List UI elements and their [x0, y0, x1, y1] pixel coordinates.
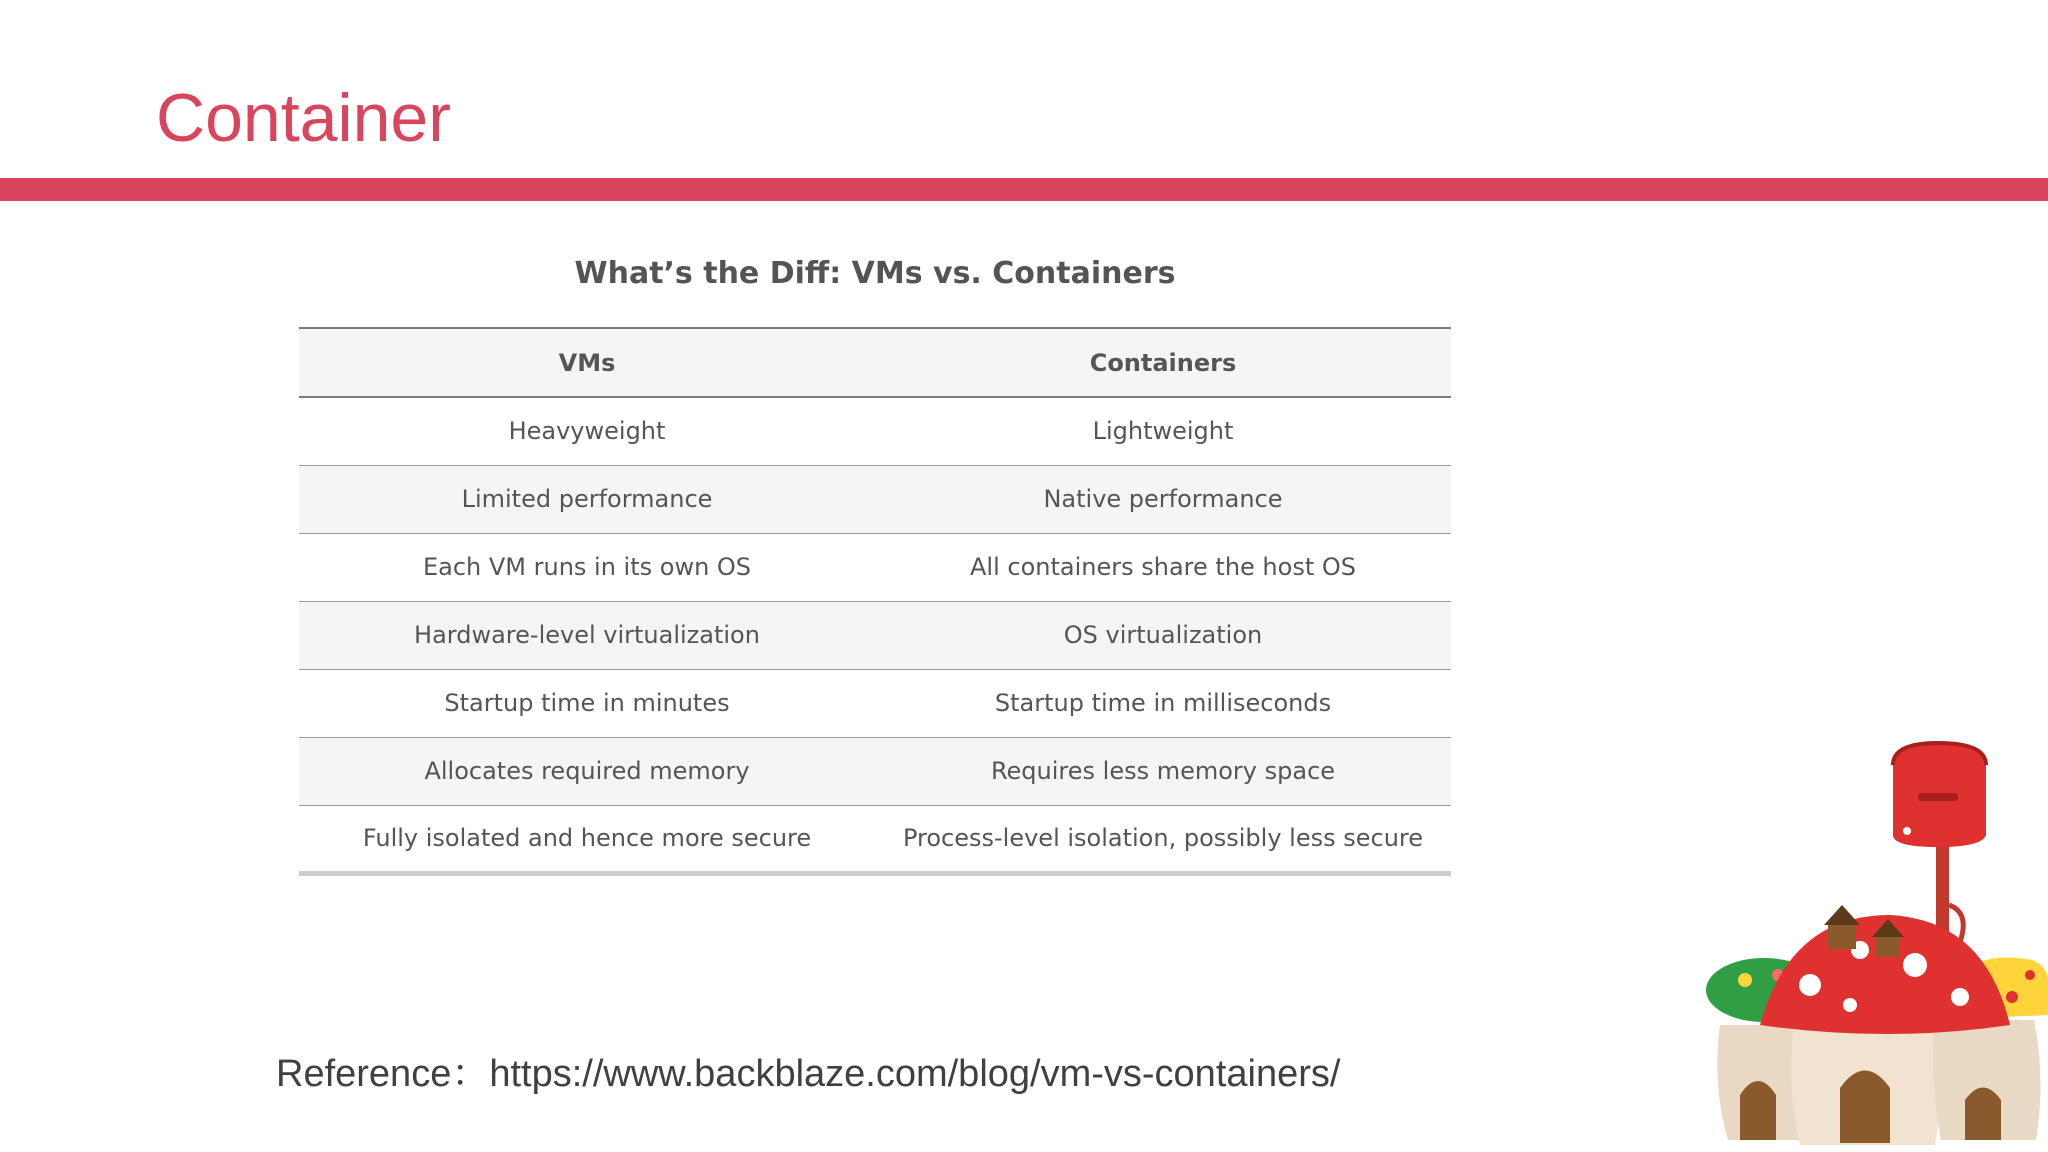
vm-cell: Allocates required memory [424, 757, 750, 785]
container-cell: Lightweight [1092, 417, 1234, 446]
table-row [299, 601, 1451, 669]
table-row [299, 669, 1451, 737]
reference-line [276, 1042, 1340, 1097]
table-row [299, 465, 1451, 533]
container-cell: OS virtualization [1063, 621, 1263, 649]
vm-cell: Fully isolated and hence more secure [362, 824, 812, 852]
container-cell: Native performance [1043, 485, 1283, 513]
container-cell: All containers share the host OS [970, 553, 1356, 581]
vm-cell: Hardware-level virtualization [414, 621, 760, 649]
vm-cell: Heavyweight [508, 417, 666, 446]
vm-cell: Limited performance [461, 485, 713, 513]
table-row [299, 533, 1451, 601]
table-row [299, 737, 1451, 805]
vm-cell: Startup time in minutes [444, 689, 730, 717]
mushroom-houses-mailbox-illustration-icon [1700, 735, 2048, 1152]
column-header-containers: Containers [1089, 348, 1237, 377]
table-heading: What’s the Diff: VMs vs. Containers [574, 256, 1176, 291]
column-header-vms: VMs [558, 348, 616, 377]
comparison-table [299, 327, 1451, 876]
title-divider-bar [0, 178, 2048, 201]
vm-cell: Each VM runs in its own OS [422, 553, 752, 581]
container-cell: Process-level isolation, possibly less secure [902, 824, 1424, 852]
slide-title: Container [156, 80, 451, 156]
container-cell: Requires less memory space [990, 757, 1336, 785]
table-row [299, 397, 1451, 465]
reference-label: Reference： [276, 1053, 490, 1095]
table-header-row [299, 328, 1451, 397]
reference-url[interactable]: https://www.backblaze.com/blog/vm-vs-containers/ [489, 1053, 1341, 1095]
table-row [299, 805, 1451, 873]
container-cell: Startup time in milliseconds [994, 689, 1332, 717]
